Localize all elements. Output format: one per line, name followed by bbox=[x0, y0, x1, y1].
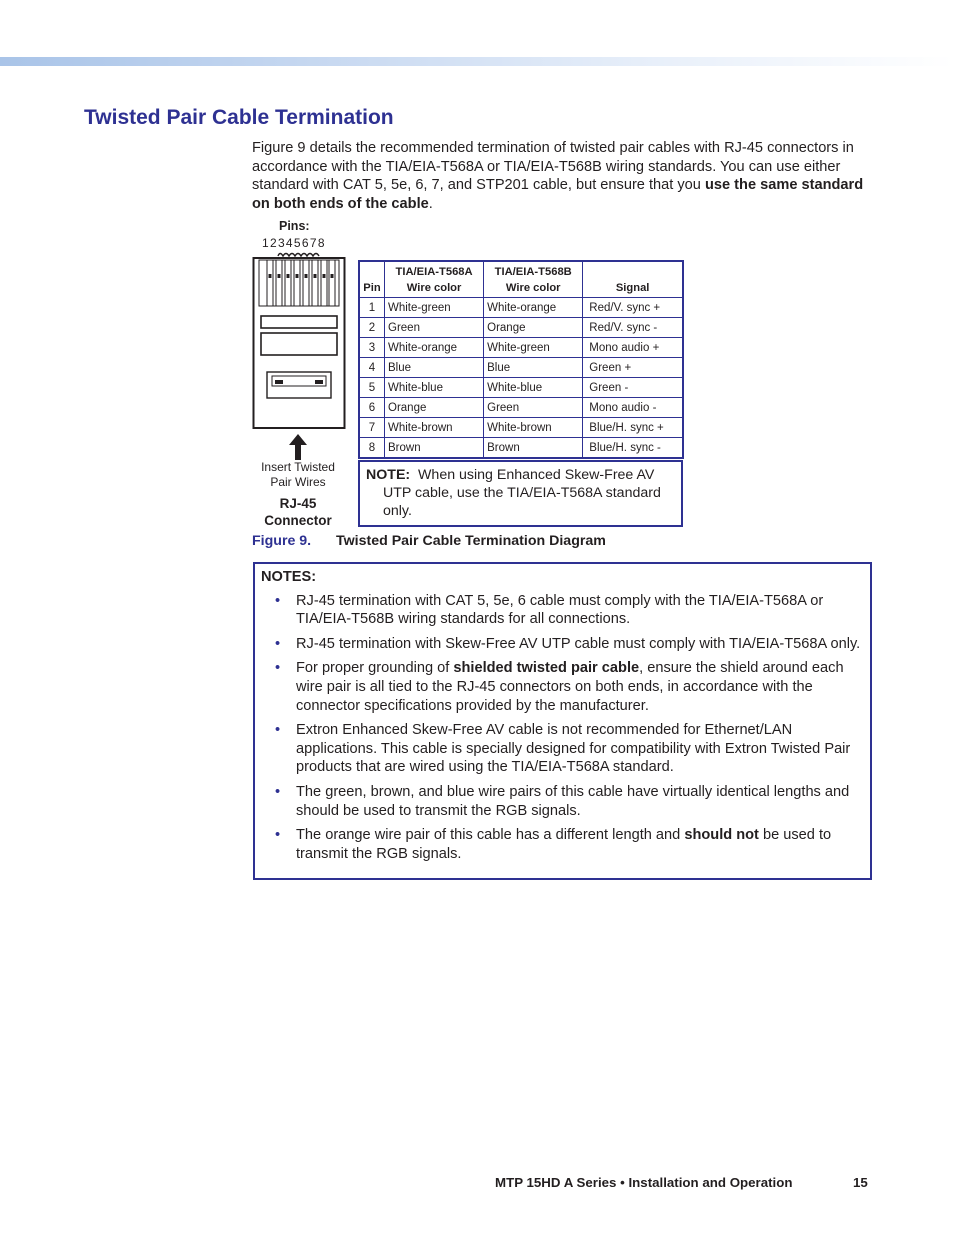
footer-page-number: 15 bbox=[853, 1175, 868, 1190]
note-item-bold: shielded twisted pair cable bbox=[453, 660, 640, 677]
t568b-cell: White-green bbox=[484, 338, 583, 358]
note-item-text: The orange wire pair of this cable has a different length and bbox=[296, 827, 685, 844]
connector-label-line: Connector bbox=[264, 513, 332, 528]
pins-label: Pins: bbox=[279, 219, 310, 233]
table-row bbox=[359, 398, 683, 418]
intro-paragraph bbox=[252, 139, 872, 213]
header-t568a bbox=[385, 261, 484, 298]
pin-numbers: 12345678 bbox=[262, 236, 326, 250]
t568b-cell: White-orange bbox=[484, 298, 583, 318]
signal-cell: Mono audio + bbox=[583, 338, 683, 358]
header-t568b bbox=[484, 261, 583, 298]
table-header-row bbox=[359, 261, 683, 298]
note-item-text-end: , ensure the shield around each wire pair is all tied to the RJ-45 connectors on both ends, in accordance with the connector specifications provided by the manufacturer. bbox=[296, 660, 844, 714]
insert-label-line: Pair Wires bbox=[270, 475, 326, 489]
header-pin: Pin bbox=[359, 261, 385, 298]
header-line: Wire color bbox=[406, 282, 462, 294]
intro-text: Figure 9 details the recommended termination of twisted pair cables with RJ-45 connectors in accordance with the TIA/EIA-T568A or TIA/EIA-T568B wiring standards. You can use either standard with CAT 5, 5e, 6, 7, and STP201 cable, but ensure that you bbox=[252, 140, 854, 194]
pin-cell: 3 bbox=[359, 338, 385, 358]
header-line: Wire color bbox=[505, 282, 561, 294]
list-item bbox=[261, 659, 864, 715]
table-row bbox=[359, 318, 683, 338]
t568b-cell: Green bbox=[484, 398, 583, 418]
table-row bbox=[359, 298, 683, 318]
note-label: NOTE: bbox=[366, 467, 411, 483]
notes-list bbox=[261, 592, 864, 864]
header-signal: Signal bbox=[583, 261, 683, 298]
intro-bold-text: use the same standard on both ends of the cable bbox=[252, 177, 864, 212]
note-item-text: The green, brown, and blue wire pairs of this cable have virtually identical lengths and should be used to transmit the RGB signals. bbox=[296, 783, 850, 819]
figure-number: Figure 9. bbox=[252, 533, 312, 549]
note-item-bold: should not bbox=[684, 827, 759, 844]
t568a-cell: Brown bbox=[385, 438, 484, 459]
table-row bbox=[359, 358, 683, 378]
list-item bbox=[261, 635, 864, 654]
signal-cell: Blue/H. sync - bbox=[583, 438, 683, 459]
insert-label-line: Insert Twisted bbox=[261, 460, 335, 474]
t568a-cell: White-green bbox=[385, 298, 484, 318]
t568a-cell: White-orange bbox=[385, 338, 484, 358]
bullet-icon: • bbox=[275, 635, 281, 652]
t568b-cell: Blue bbox=[484, 358, 583, 378]
note-item-text: Extron Enhanced Skew-Free AV cable is not recommended for Ethernet/LAN applications. This cable is specially designed for compatibility with Extron Twisted Pair products that are wired using the TIA/EIA-T568A standard. bbox=[296, 722, 851, 776]
bullet-icon: • bbox=[275, 592, 281, 609]
pin-cell: 5 bbox=[359, 378, 385, 398]
pin-cell: 8 bbox=[359, 438, 385, 459]
header-gradient-bar bbox=[0, 57, 954, 66]
signal-cell: Green - bbox=[583, 378, 683, 398]
bullet-icon: • bbox=[275, 827, 281, 844]
table-row bbox=[359, 338, 683, 358]
t568b-cell: White-brown bbox=[484, 418, 583, 438]
t568a-cell: Green bbox=[385, 318, 484, 338]
rj45-connector-icon bbox=[252, 250, 346, 430]
pin-cell: 6 bbox=[359, 398, 385, 418]
list-item bbox=[261, 826, 864, 863]
insert-wires-label bbox=[248, 460, 348, 490]
t568b-cell: Orange bbox=[484, 318, 583, 338]
note-item-text: RJ-45 termination with Skew-Free AV UTP cable must comply with TIA/EIA-T568A only. bbox=[296, 635, 861, 652]
signal-cell: Blue/H. sync + bbox=[583, 418, 683, 438]
pin-assignment-table bbox=[358, 260, 684, 459]
pin-cell: 2 bbox=[359, 318, 385, 338]
pin-cell: 7 bbox=[359, 418, 385, 438]
signal-cell: Red/V. sync - bbox=[583, 318, 683, 338]
header-line: TIA/EIA-T568B bbox=[494, 266, 572, 278]
figure-caption bbox=[252, 533, 606, 549]
t568b-cell: Brown bbox=[484, 438, 583, 459]
bullet-icon: • bbox=[275, 783, 281, 800]
notes-box bbox=[253, 562, 872, 880]
signal-cell: Green + bbox=[583, 358, 683, 378]
pin-cell: 1 bbox=[359, 298, 385, 318]
list-item bbox=[261, 783, 864, 820]
bullet-icon: • bbox=[275, 722, 281, 739]
bullet-icon: • bbox=[275, 660, 281, 677]
notes-title: NOTES: bbox=[261, 569, 317, 585]
list-item bbox=[261, 721, 864, 777]
signal-cell: Mono audio - bbox=[583, 398, 683, 418]
note-box bbox=[358, 460, 683, 527]
table-row bbox=[359, 418, 683, 438]
note-body bbox=[366, 466, 675, 520]
pin-cell: 4 bbox=[359, 358, 385, 378]
insert-arrow-icon bbox=[289, 434, 307, 460]
table-row bbox=[359, 378, 683, 398]
list-item bbox=[261, 592, 864, 629]
t568a-cell: White-blue bbox=[385, 378, 484, 398]
note-item-text: RJ-45 termination with CAT 5, 5e, 6 cable must comply with the TIA/EIA-T568A or TIA/EIA-T568B wiring standards for all connections. bbox=[296, 592, 824, 628]
t568a-cell: Orange bbox=[385, 398, 484, 418]
connector-label-line: RJ-45 bbox=[279, 496, 317, 511]
note-text: When using Enhanced Skew-Free AV UTP cable, use the TIA/EIA-T568A standard only. bbox=[383, 467, 661, 519]
section-title: Twisted Pair Cable Termination bbox=[84, 106, 394, 129]
table-row bbox=[359, 438, 683, 459]
intro-text-end: . bbox=[428, 195, 433, 212]
footer-doc-title: MTP 15HD A Series • Installation and Operation bbox=[495, 1175, 793, 1190]
header-line: TIA/EIA-T568A bbox=[395, 266, 473, 278]
t568a-cell: White-brown bbox=[385, 418, 484, 438]
figure-title: Twisted Pair Cable Termination Diagram bbox=[336, 533, 606, 549]
t568b-cell: White-blue bbox=[484, 378, 583, 398]
note-item-text-end: be used to transmit the RGB signals. bbox=[296, 827, 832, 862]
signal-cell: Red/V. sync + bbox=[583, 298, 683, 318]
rj45-connector-label bbox=[248, 495, 348, 529]
t568a-cell: Blue bbox=[385, 358, 484, 378]
note-item-text: For proper grounding of bbox=[296, 660, 454, 677]
